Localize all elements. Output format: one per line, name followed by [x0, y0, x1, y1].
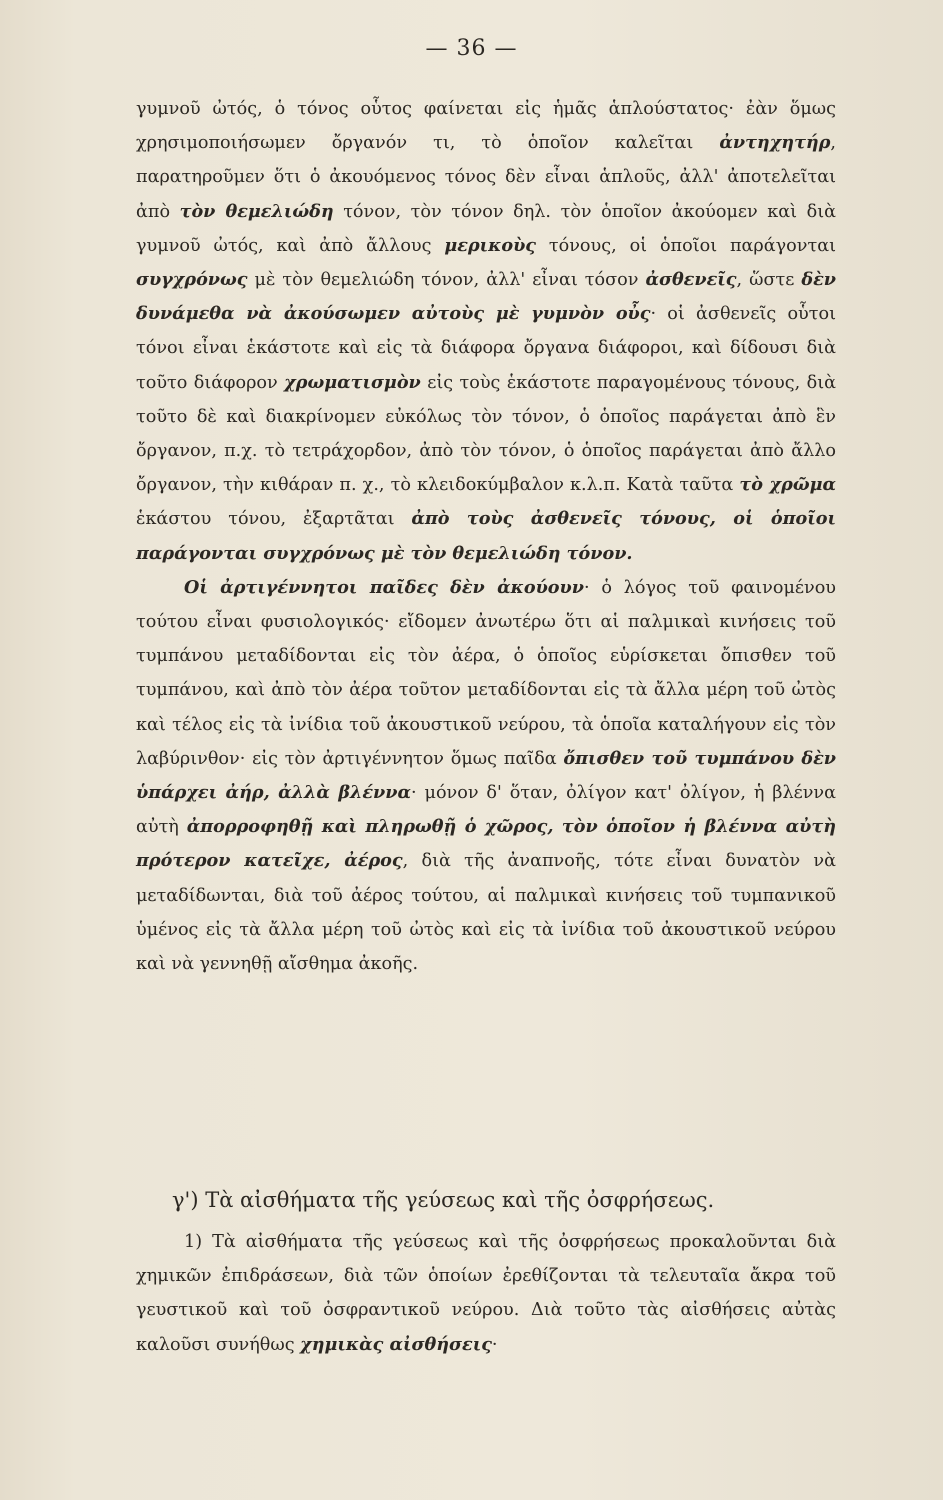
body-run: μὲ τὸν θεμελιώδη τόνον, ἀλλ' εἶναι τόσον [247, 270, 646, 291]
emphasis-text: μερικοὺς [444, 234, 537, 256]
paragraph-overtones [136, 92, 836, 571]
paragraph-newborns [136, 571, 836, 981]
body-run: ἑκάστου τόνου, ἐξαρτᾶται [136, 509, 412, 530]
body-run: τόνους, οἱ ὁποῖοι παράγονται [536, 235, 836, 256]
body-run: τόνον, τὸν τόνον δηλ. τὸν ὁποῖον ἀκούομεν καὶ διὰ γυμνοῦ ὠτός, καὶ ἀπὸ ἄλλους [136, 201, 836, 256]
body-run: · ὁ λόγος τοῦ φαινομένου τούτου εἶναι φυσιολογικός· εἴδομεν ἀνωτέρω ὅτι αἱ παλμικαὶ κινήσεις τοῦ τυμπάνου μεταδίδονται εἰς τὸν ἀέρα, ὁ ὁποῖος εὑρίσκεται ὄπισθεν τοῦ τυμπάνου, καὶ ἀπὸ τὸν ἀέρα τοῦτον μεταδίδονται εἰς τὰ ἄλλα μέρη τοῦ ὠτὸς καὶ τέλος εἰς τὰ ἰνίδια τοῦ ἀκουστικοῦ νεύρου, τὰ ὁποῖα καταλήγουν εἰς τὸν λαβύρινθον· εἰς τὸν ἀρτιγέννητον ὅμως παῖδα [136, 577, 837, 769]
emphasis-text: συγχρόνως [136, 269, 248, 291]
emphasis-text: ἀπὸ τοὺς ἀσθενεῖς τόνους, οἱ ὁποῖοι παράγονται συγχρόνως μὲ τὸν θεμελιώδη τόνον. [136, 508, 836, 564]
body-run: γυμνοῦ ὠτός, ὁ τόνος οὗτος φαίνεται εἰς ἡμᾶς ἁπλούστατος· ἐὰν ὅμως χρησιμοποιήσωμεν ὄργανόν τι, τὸ ὁποῖον καλεῖται [136, 99, 836, 154]
body-run: , διὰ τῆς ἀναπνοῆς, τότε εἶναι δυνατὸν νὰ μεταδίδωνται, διὰ τοῦ ἀέρος τούτου, αἱ παλμικαὶ κινήσεις τοῦ τυμπανικοῦ ὑμένος εἰς τὰ ἄλλα μέρη τοῦ ὠτὸς καὶ εἰς τὰ ἰνίδια τοῦ ἀκουστικοῦ νεύρου καὶ νὰ γεννηθῇ αἴσθημα ἀκοῆς. [136, 851, 836, 975]
body-run: · μόνον δ' ὅταν, ὀλίγον κατ' ὀλίγον, ἡ βλέννα αὐτὴ [136, 783, 836, 838]
page-number: — 36 — [425, 36, 518, 61]
paragraph-taste-smell [136, 1225, 836, 1362]
body-text-section2 [136, 1225, 836, 1362]
section-heading: γ') Τὰ αἰσθήματα τῆς γεύσεως καὶ τῆς ὀσφρήσεως. [172, 1188, 715, 1212]
emphasis-text: ὄπισθεν τοῦ τυμπάνου δὲν ὑπάρχει ἀήρ, ἀλλὰ βλέννα [136, 747, 836, 804]
body-run: · οἱ ἀσθενεῖς οὗτοι τόνοι εἶναι ἑκάστοτε καὶ εἰς τὰ διάφορα ὄργανα διάφοροι, καὶ δίδουσι διὰ τοῦτο διάφορον [136, 304, 836, 393]
body-run: 1) Τὰ αἰσθήματα τῆς γεύσεως καὶ τῆς ὀσφρήσεως προκαλοῦνται διὰ χημικῶν ἐπιδράσεων, διὰ τῶν ὁποίων ἐρεθίζονται τὰ τελευταῖα ἄκρα τοῦ γευστικοῦ καὶ τοῦ ὀσφραντικοῦ νεύρου. Διὰ τοῦτο τὰς αἰσθήσεις αὐτὰς καλοῦσι συνήθως [136, 1232, 836, 1355]
emphasis-text: χημικὰς αἰσθήσεις [300, 1333, 492, 1355]
emphasis-text: χρωματισμὸν [284, 371, 421, 393]
emphasis-text: δὲν δυνάμεθα νὰ ἀκούσωμεν αὐτοὺς μὲ γυμνὸν οὖς [136, 269, 837, 325]
emphasis-text: τὸ χρῶμα [739, 474, 836, 496]
emphasis-text: ἀσθενεῖς [645, 269, 737, 291]
body-text [136, 92, 836, 981]
emphasis-text: ἀντηχητήρ [719, 132, 831, 154]
body-run: εἰς τοὺς ἑκάστοτε παραγομένους τόνους, διὰ τοῦτο δὲ καὶ διακρίνομεν εὐκόλως τὸν τόνον, ὁ ὁποῖος παράγεται ἀπὸ ἓν ὄργανον, π.χ. τὸ τετράχορδον, ἀπὸ τὸν τόνον, ὁ ὁποῖος παράγεται ἀπὸ ἄλλο ὄργανον, τὴν κιθάραν π. χ., τὸ κλειδοκύμβαλον κ.λ.π. Κατὰ ταῦτα [136, 372, 836, 496]
body-run: , παρατηροῦμεν ὅτι ὁ ἀκουόμενος τόνος δὲν εἶναι ἁπλοῦς, ἀλλ' ἀποτελεῖται ἀπὸ [136, 133, 836, 222]
emphasis-text: Οἱ ἀρτιγέννητοι παῖδες δὲν ἀκούουν [184, 576, 584, 598]
body-run: , ὥστε [736, 270, 802, 291]
emphasis-text: ἀπορροφηθῇ καὶ πληρωθῇ ὁ χῶρος, τὸν ὁποῖον ἡ βλέννα αὐτὴ πρότερον κατεῖχε, ἀέρος [136, 816, 837, 872]
emphasis-text: τὸν θεμελιώδη [179, 200, 334, 222]
body-run: · [491, 1334, 498, 1355]
